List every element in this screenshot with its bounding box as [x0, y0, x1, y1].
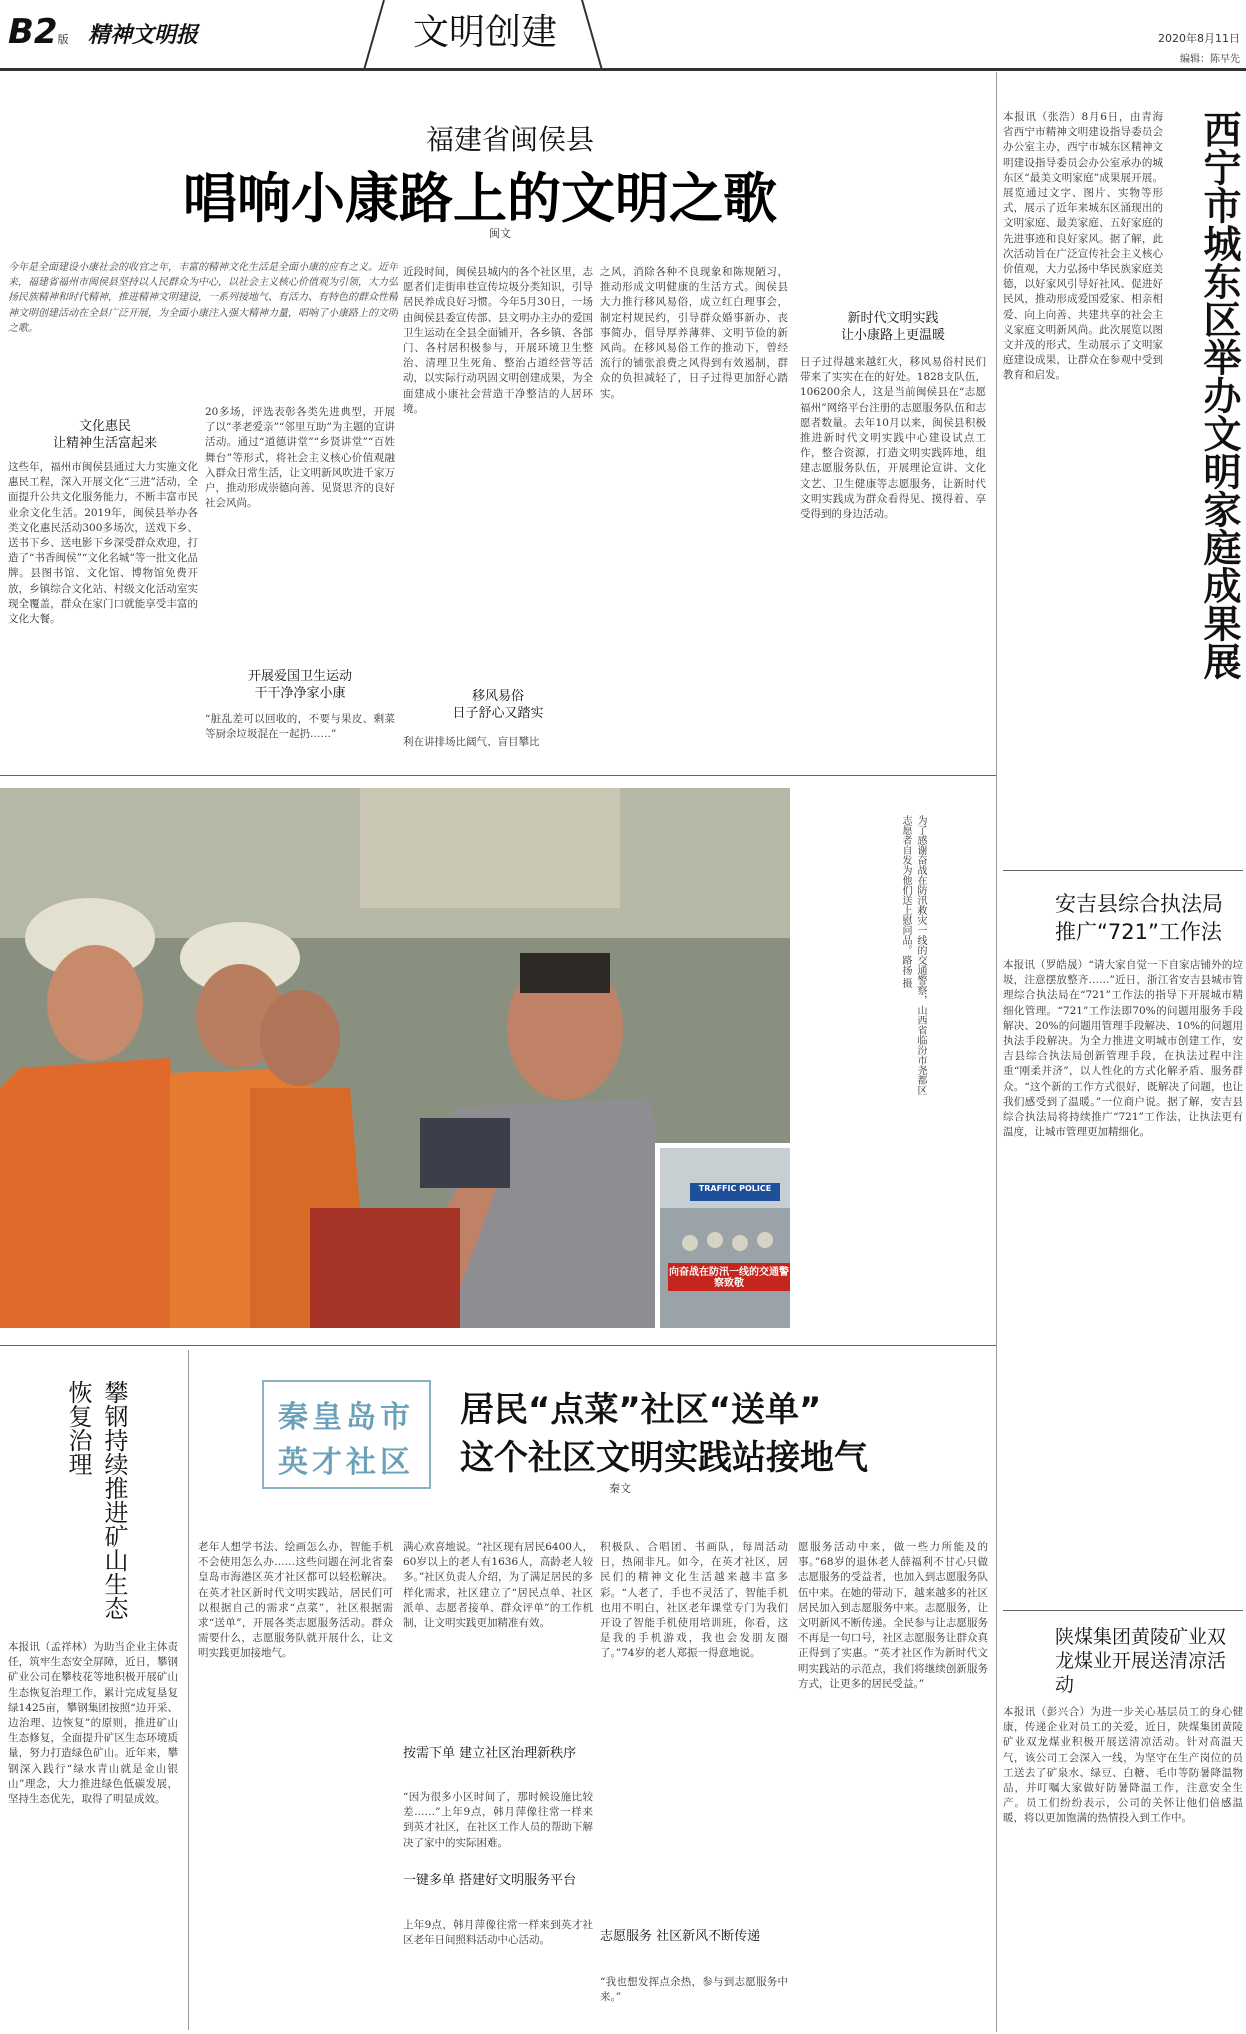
section-title: 文明创建 — [412, 12, 557, 53]
lead-author: 闽文 — [489, 227, 511, 240]
community-headline-2: 这个社区文明实践站接地气 — [460, 1438, 868, 1478]
community-author: 秦文 — [609, 1482, 631, 1495]
community-col2: 满心欢喜地说。“社区现有居民6400人，60岁以上的老人有1636人，高龄老人较多。”社区负责人介绍，为了满足居民的多样化需求，社区建立了“居民点单、社区派单、志愿者接单、群众评单”的工作机制，让文明实践更加精准有效。 — [403, 1541, 593, 1630]
divider-right-1 — [1003, 870, 1243, 871]
right-mid-body: 本报讯（罗皓晟）“请大家自觉一下自家店铺外的垃圾，注意摆放整齐……”近日，浙江省安吉县城市管理综合执法局在“721”工作法的指导下开展城市精细化管理。“721”工作法即70%的问题用服务手段解决、20%的问题用管理手段解决、10%的问题用执法手段解决。为全力推进文明城市创建工作，安吉县综合执法局创新管理手段，在执法过程中注重“刚柔并济”，以人性化的方式化解矛盾、服务群众。“这个新的工作方式很好，既解决了问题，也让我们感受到了温暖。”一位商户说。据了解，安吉县综合执法局将持续推广“721”工作法，让执法更有温度，让城市管理更加精细化。 — [1003, 959, 1243, 1139]
paper-name: 精神文明报 — [88, 22, 199, 48]
page-number: B2版 — [8, 12, 69, 52]
community-col2b: “因为很多小区时间了，那时候设施比较差……”上年9点，韩月萍像往常一样来到英才社区，在社区工作人员的帮助下解决了家中的实际困难。 — [403, 1791, 593, 1849]
lead-col3b: 利在讲排场比阔气、盲目攀比 — [403, 736, 540, 748]
right-top-body: 本报讯（张浩）8月6日，由青海省西宁市精神文明建设指导委员会办公室主办，西宁市城东区精神文明建设指导委员会办公室承办的城东区“最美文明家庭”成果展开展。展览通过文字、图片、实物等形式，展示了近年来城东区涌现出的文明家庭、最美家庭、五好家庭的先进事迹和良好家风。据了解，此次活动旨在广泛宣传社会主义核心价值观，大力弘扬中华民族家庭美德，以好家风引导好社风、促进好民风，推动形成爱国爱家、相亲相爱、向上向善、共建共享的社会主义家庭文明新风尚。此次展览以图文并茂的形式，生动展示了文明家庭建设成果，让群众在参观中受到教育和启发。 — [1003, 111, 1163, 382]
right-bottom-body: 本报讯（彭兴合）为进一步关心基层员工的身心健康，传递企业对员工的关爱，近日，陕煤集团黄陵矿业双龙煤业积极开展送清凉活动。针对高温天气，该公司工会深入一线，为坚守在生产岗位的员工送去了矿泉水、绿豆、白糖、毛巾等防暑降温物品，并叮嘱大家做好防暑降温工作，注意安全生产。员工们纷纷表示，公司的关怀让他们倍感温暖，将以更加饱满的热情投入到工作中。 — [1003, 1706, 1243, 1825]
photo-sign-text: TRAFFIC POLICE — [698, 1184, 772, 1193]
header-bracket-right — [578, 0, 608, 70]
divider-right-2 — [1003, 1610, 1243, 1611]
header-bracket-left — [358, 0, 388, 70]
right-top-headline: 西宁市城东区举办文明家庭成果展 — [1197, 110, 1241, 680]
community-subhead-c: 志愿服务 社区新风不断传递 — [600, 1929, 761, 1944]
right-mid-headline: 安吉县综合执法局推广“721”工作法 — [1055, 892, 1223, 944]
divider-bottom-section — [0, 1345, 996, 1346]
community-subhead-b: 一键多单 搭建好文明服务平台 — [403, 1873, 577, 1888]
left-bottom-body: 本报讯（孟祥林）为助当企业主体责任，筑牢生态安全屏障，近日，攀钢矿业公司在攀枝花等地积极开展矿山生态恢复治理工作，累计完成复垦复绿1425亩，攀钢集团按照“边开采、边治理、边恢复”的原则，推进矿山生态修复，全面提升矿区生态环境质量，努力打造绿色矿山。近年来，攀钢深入践行“绿水青山就是金山银山”理念，大力推进绿色低碳发展，坚持生态优先，取得了明显成效。 — [8, 1641, 178, 1806]
divider-photo-top — [0, 775, 996, 776]
right-bottom-headline: 陕煤集团黄陵矿业双龙煤业开展送清凉活动 — [1055, 1626, 1227, 1696]
community-col2c: 上年9点，韩月萍像往常一样来到英才社区老年日间照料活动中心活动。 — [403, 1919, 593, 1947]
right-column-rule — [996, 72, 997, 2032]
issue-date: 2020年8月11日 — [1158, 32, 1240, 45]
lead-col2b: “脏乱差可以回收的，不要与果皮、剩菜等厨余垃圾混在一起扔……” — [205, 713, 395, 741]
subhead-customs: 移风易俗 日子舒心又踏实 — [452, 689, 544, 721]
photo-banner-text: 向奋战在防汛一线的交通警察致敬 — [669, 1267, 789, 1289]
lead-col5: 日子过得越来越红火，移风易俗村民们带来了实实在在的好处。1828支队伍，106200余人，这是当前闽侯县在“志愿福州”网络平台注册的志愿服务队伍和志愿者数量。去年10月以来，闽侯县积极推进新时代文明实践中心建设试点工作，整合资源，打造文明实践阵地，组建志愿服务队伍，开展理论宣讲、文化文艺、卫生健康等志愿服务，让新时代文明实践成为群众看得见、摸得着、享受得到的身边活动。 — [800, 356, 986, 521]
lead-col5-top — [800, 265, 986, 295]
divider-left-bottom — [188, 1350, 189, 2030]
editor-credit: 编辑：陈早先 — [1180, 54, 1240, 65]
community-logo-line2: 英才社区 — [278, 1445, 414, 1480]
community-col1: 老年人想学书法、绘画怎么办，智能手机不会使用怎么办……这些问题在河北省秦皇岛市海港区英才社区都可以轻松解决。在英才社区新时代文明实践站，居民们可以根据自己的需求“点菜”，社区根据需求“送单”，开展各类志愿服务活动。群众需要什么，志愿服务队就开展什么，让文明实践更加接地气。 — [198, 1541, 393, 1660]
community-logo — [262, 1380, 431, 1489]
community-col3b: “我也想发挥点余热，参与到志愿服务中来。” — [600, 1976, 788, 2004]
subhead-culture: 文化惠民 让精神生活富起来 — [52, 419, 157, 451]
lead-intro: 今年是全面建设小康社会的收官之年，丰富的精神文化生活是全面小康的应有之义。近年来，福建省福州市闽侯县坚持以人民群众为中心，以社会主义核心价值观为引领，大力弘扬民族精神和时代精神，推进精神文明建设，一系列接地气、有活力、有特色的群众性精神文明创建活动在全县广泛开展，为全面小康注入强大精神力量，唱响了小康路上的文明之歌。 — [8, 262, 398, 334]
community-col4: 愿服务活动中来，做一些力所能及的事。”68岁的退休老人薛福利不甘心只做志愿服务的受益者，也加入到志愿服务队伍中来。在她的带动下，越来越多的社区居民加入到志愿服务中来。志愿服务，让文明新风不断传递。全民参与让志愿服务不再是一句口号，社区志愿服务让群众真正得到了实惠。“英才社区作为新时代文明实践站的示范点，我们将继续创新服务方式，让更多的居民受益。” — [798, 1541, 988, 1690]
community-headline-1: 居民“点菜”社区“送单” — [460, 1390, 822, 1430]
community-col3: 积极队、合唱团、书画队，每周活动日，热闹非凡。如今，在英才社区，居民们的精神文化生活越来越丰富多彩。“人老了，手也不灵活了，智能手机也用不明白，社区老年课堂专门为我们开设了智能手机使用培训班，你看，这是我的手机游戏，我也会发朋友圈了。”74岁的老人郑振一得意地说。 — [600, 1541, 788, 1660]
lead-kicker: 福建省闽侯县 — [425, 123, 594, 156]
photo-caption: 为了感谢奋战在防汛救灾一线的交通警察，山西省临汾市尧都区志愿者自发为他们送上慰问品。路扬 摄 — [900, 815, 926, 1095]
lead-col2: 20多场，评选表彰各类先进典型，开展了以“孝老爱亲”“邻里互助”为主题的宣讲活动。通过“道德讲堂”“乡贤讲堂”“百姓舞台”等形式，将社会主义核心价值观融入群众日常生活，让文明新风吹进千家万户，推动形成崇德向善、见贤思齐的良好社会风尚。 — [205, 406, 395, 510]
subhead-hygiene: 开展爱国卫生运动 干干净净家小康 — [247, 669, 352, 701]
lead-col1: 这些年，福州市闽侯县通过大力实施文化惠民工程，深入开展文化“三进”活动，全面提升公共文化服务能力，不断丰富市民业余文化生活。2019年，闽侯县举办各类文化惠民活动300多场次，送戏下乡、送书下乡、送电影下乡深受群众欢迎，打造了“书香闽侯”“文化名城”等一批文化品牌。县图书馆、文化馆、博物馆免费开放，乡镇综合文化站、村级文化活动室实现全覆盖，群众在家门口就能享受丰富的文化大餐。 — [8, 461, 198, 626]
community-subhead-a: 按需下单 建立社区治理新秩序 — [403, 1746, 577, 1761]
lead-headline: 唱响小康路上的文明之歌 — [183, 167, 777, 230]
subhead-practice: 新时代文明实践 让小康路上更温暖 — [840, 311, 945, 343]
masthead-rule — [0, 68, 1246, 71]
lead-photo — [0, 788, 790, 1328]
left-bottom-headline: 攀钢持续推进矿山生态恢复治理 — [64, 1380, 128, 1620]
lead-col4: 之风，消除各种不良现象和陈规陋习，推动形成文明健康的生活方式。闽侯县大力推行移风易俗，成立红白理事会，制定村规民约，引导群众婚事新办、丧事简办，倡导厚养薄葬、文明节俭的新风尚。在移风易俗工作的推动下，曾经流行的铺张浪费之风得到有效遏制，群众的负担减轻了，日子过得更加舒心踏实。 — [600, 266, 788, 400]
community-logo-line1: 秦皇岛市 — [278, 1400, 414, 1435]
lead-col3: 近段时间，闽侯县城内的各个社区里，志愿者们走街串巷宣传垃圾分类知识，引导居民养成良好习惯。今年5月30日，一场由闽侯县委宣传部、县文明办主办的爱国卫生运动在全县全面铺开，各乡镇、各部门、各村居积极参与，开展环境卫生整治、清理卫生死角、整治占道经营等活动，以实际行动巩固文明创建成果，为全面建成小康社会营造干净整洁的人居环境。 — [403, 266, 593, 415]
